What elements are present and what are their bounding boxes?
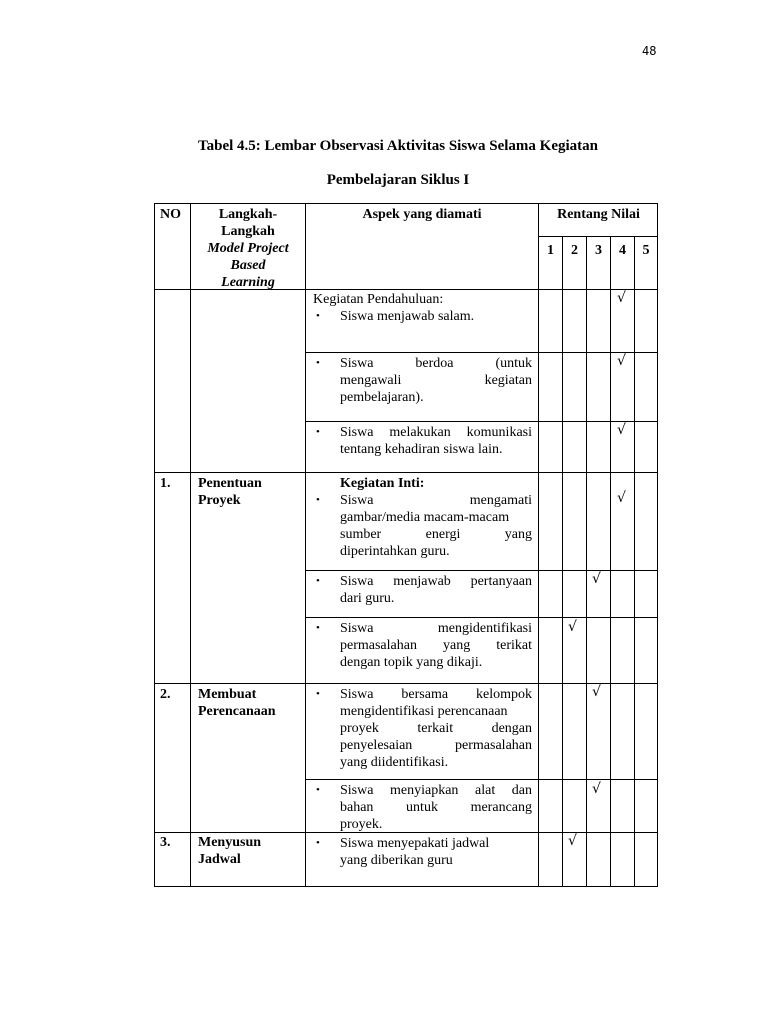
bullet: • [316,622,320,634]
header-no: NO [160,207,181,222]
aspect-line: Siswa bersama kelompok [340,687,532,702]
table-border-left [154,203,155,887]
row-line [154,472,658,473]
aspect-line: Siswa mengidentifikasi [340,621,532,636]
col-line [305,203,306,887]
aspect-line: dari guru. [340,591,395,606]
header-aspek: Aspek yang diamati [362,207,482,222]
bullet: • [316,837,320,849]
aspect-line: proyek. [340,817,383,832]
aspect-line: mengawali kegiatan [340,373,532,388]
row-number: 3. [160,835,171,850]
row-line [305,570,658,571]
aspect-line: gambar/media macam-macam [340,510,510,525]
header-langkah-line1: Langkah- [218,207,278,222]
bullet: • [316,494,320,506]
score-header-line [538,236,658,237]
check-mark: √ [617,290,626,306]
col-line [190,203,191,887]
check-mark: √ [568,619,577,635]
bullet: • [316,575,320,587]
check-mark: √ [592,571,601,587]
table-border-bottom [154,886,658,887]
row-number: 2. [160,687,171,702]
aspect-line: Siswa menjawab salam. [340,309,475,324]
header-score-4: 4 [619,243,626,258]
check-mark: √ [617,490,626,506]
aspect-line: Siswa melakukan komunikasi [340,425,532,440]
bullet: • [316,426,320,438]
aspect-line: diperintahkan guru. [340,544,450,559]
col-line [562,236,563,887]
header-score-5: 5 [642,243,650,258]
row-line [305,352,658,353]
aspect-line: sumber energi yang [340,527,532,542]
row-line [305,421,658,422]
row-line [305,779,658,780]
aspect-line: yang diidentifikasi. [340,755,449,770]
table-border-right [657,203,658,887]
aspect-line: Siswa mengamati [340,493,532,508]
col-line [610,236,611,887]
langkah-label: Penentuan [198,476,262,491]
table-subtitle: Pembelajaran Siklus I [326,172,470,188]
aspect-line: Siswa menyiapkan alat dan [340,783,532,798]
langkah-label: Proyek [198,493,241,508]
observation-table [154,203,658,887]
bullet: • [316,310,320,322]
aspect-line: dengan topik yang dikaji. [340,655,483,670]
langkah-label: Menyusun [198,835,262,850]
aspect-line: Siswa menyepakati jadwal [340,836,490,851]
header-score-1: 1 [547,243,554,258]
aspect-line: Siswa berdoa (untuk [340,356,532,371]
table-border-top [154,203,658,204]
aspect-line: tentang kehadiran siswa lain. [340,442,503,457]
col-line [586,236,587,887]
section-heading-pendahuluan: Kegiatan Pendahuluan: [313,292,444,307]
header-score-2: 2 [571,243,578,258]
header-langkah-line2: Langkah [221,224,275,239]
header-rentang-nilai: Rentang Nilai [557,207,640,222]
langkah-label: Perencanaan [198,704,276,719]
header-model-line2: Based [230,258,266,273]
aspect-line: pembelajaran). [340,390,424,405]
row-line [154,683,658,684]
header-score-3: 3 [595,243,602,258]
row-number: 1. [160,476,171,491]
table-title: Tabel 4.5: Lembar Observasi Aktivitas Siswa Selama Kegiatan [197,138,599,154]
aspect-line: permasalahan yang terikat [340,638,532,653]
section-heading-inti: Kegiatan Inti: [340,476,425,491]
aspect-line: mengidentifikasi perencanaan [340,704,508,719]
langkah-label: Membuat [198,687,257,702]
check-mark: √ [617,422,626,438]
check-mark: √ [592,684,601,700]
row-line [305,617,658,618]
header-model-line1: Model Project [207,241,289,256]
check-mark: √ [568,833,577,849]
bullet: • [316,688,320,700]
page-number: 48 [642,44,657,58]
bullet: • [316,357,320,369]
aspect-line: proyek terkait dengan [340,721,532,736]
langkah-label: Jadwal [198,852,241,867]
check-mark: √ [592,781,601,797]
aspect-line: yang diberikan guru [340,853,453,868]
bullet: • [316,784,320,796]
aspect-line: bahan untuk merancang [340,800,532,815]
check-mark: √ [617,353,626,369]
aspect-line: penyelesaian permasalahan [340,738,532,753]
col-line [538,203,539,887]
col-line [634,236,635,887]
header-model-line3: Learning [221,275,275,290]
aspect-line: Siswa menjawab pertanyaan [340,574,532,589]
